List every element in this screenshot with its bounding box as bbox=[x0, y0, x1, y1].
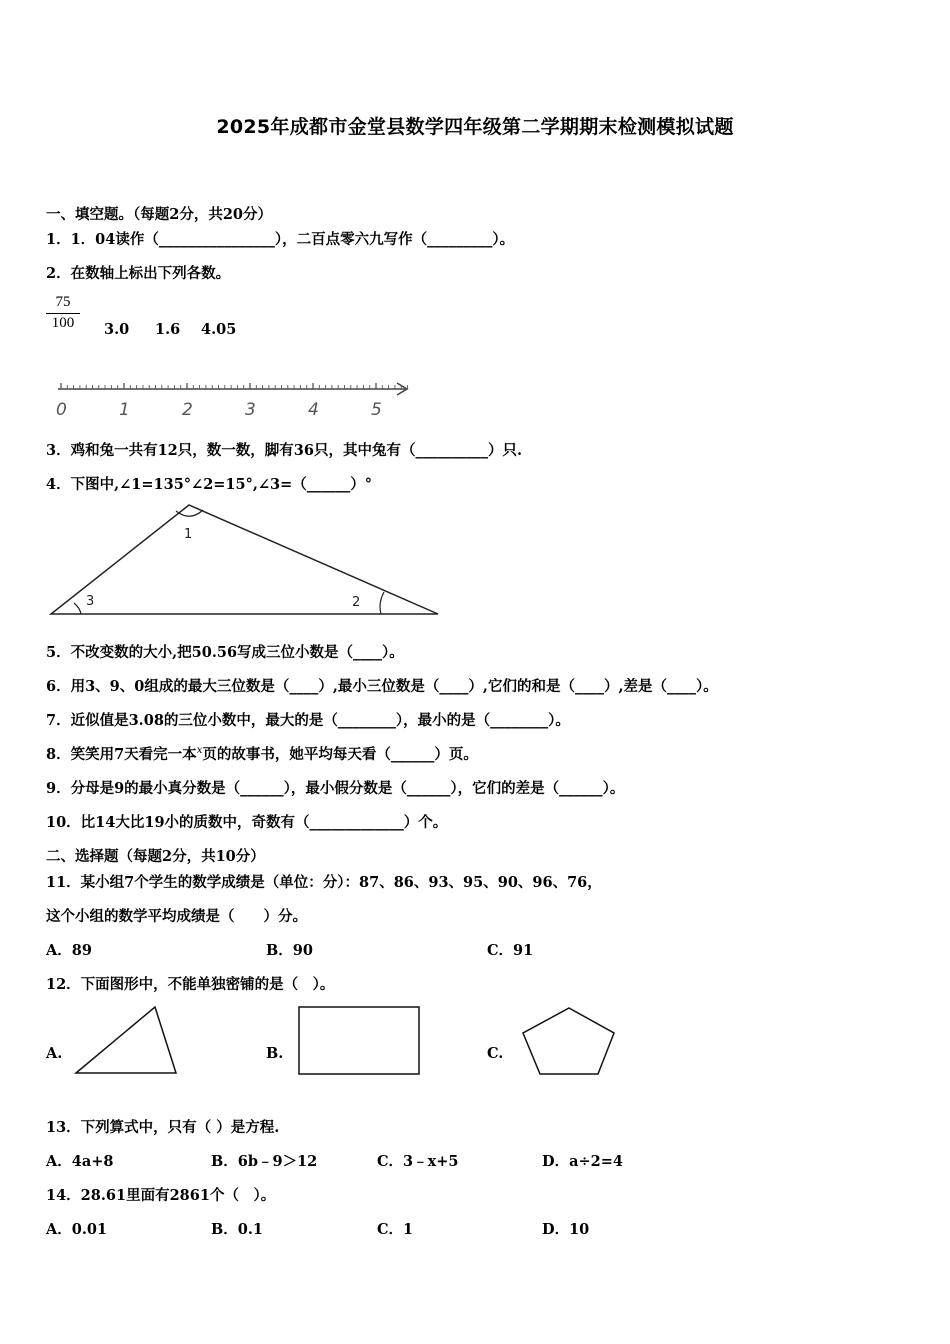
question-8 bbox=[46, 743, 478, 764]
q12-option-a: A. bbox=[46, 1045, 63, 1062]
angle-1-label: 1 bbox=[184, 527, 193, 542]
question-8-text-before: 8．笑笑用7天看完一本 bbox=[46, 746, 197, 763]
number-4-05: 4.05 bbox=[201, 321, 237, 338]
question-8-text-after: 页的故事书，她平均每天看（______）页。 bbox=[202, 746, 478, 763]
q14-option-a: A．0.01 bbox=[46, 1221, 108, 1238]
number-1-6: 1.6 bbox=[155, 321, 181, 338]
question-1: 1．1．04读作（________________），二百点零六九写作（_________）。 bbox=[46, 231, 515, 248]
question-10: 10．比14大比19小的质数中，奇数有（_____________）个。 bbox=[46, 814, 448, 831]
number-line-label-1: 1 bbox=[119, 400, 130, 420]
question-5: 5．不改变数的大小,把50.56写成三位小数是（____）。 bbox=[46, 644, 404, 661]
question-11-line-1: 11．某小组7个学生的数学成绩是（单位：分）：87、86、93、95、90、96、76， bbox=[46, 874, 602, 891]
number-line-label-5: 5 bbox=[371, 400, 382, 420]
angle-3-arc bbox=[74, 603, 81, 614]
question-14: 14．28.61里面有2861个（ ）。 bbox=[46, 1187, 276, 1204]
q13-option-c: C．3﹣x+5 bbox=[377, 1153, 459, 1170]
number-line-label-3: 3 bbox=[245, 400, 256, 420]
number-line-arrow bbox=[397, 383, 407, 395]
angle-2-label: 2 bbox=[352, 595, 361, 610]
angle-3-label: 3 bbox=[86, 594, 95, 609]
q14-option-c: C．1 bbox=[377, 1221, 414, 1238]
number-line-label-2: 2 bbox=[182, 400, 193, 420]
shape-rectangle bbox=[299, 1007, 419, 1074]
shape-pentagon bbox=[523, 1008, 614, 1074]
section-2-header: 二、选择题（每题2分，共10分） bbox=[46, 848, 265, 865]
angle-2-arc bbox=[380, 592, 384, 614]
question-13: 13．下列算式中，只有（ ）是方程. bbox=[46, 1119, 280, 1136]
q14-option-b: B．0.1 bbox=[211, 1221, 263, 1238]
q12-option-b: B. bbox=[266, 1045, 284, 1062]
question-9: 9．分母是9的最小真分数是（______），最小假分数是（______），它们的差是（______）。 bbox=[46, 780, 625, 797]
number-line-label-0: 0 bbox=[56, 400, 67, 420]
question-2: 2．在数轴上标出下列各数。 bbox=[46, 265, 231, 282]
number-line-label-4: 4 bbox=[308, 400, 319, 420]
fraction-denominator: 100 bbox=[51, 315, 75, 331]
triangle bbox=[51, 505, 438, 614]
variable-x: x bbox=[196, 745, 203, 756]
question-3: 3．鸡和兔一共有12只，数一数，脚有36只，其中兔有（__________）只. bbox=[46, 442, 522, 459]
q11-option-c: C．91 bbox=[487, 942, 534, 959]
fraction-numerator: 75 bbox=[46, 294, 80, 314]
shape-triangle bbox=[76, 1007, 176, 1073]
q13-option-d: D．a÷2=4 bbox=[542, 1153, 623, 1170]
section-1-header: 一、填空题。（每题2分，共20分） bbox=[46, 206, 273, 223]
question-7: 7．近似值是3.08的三位小数中，最大的是（________），最小的是（________）。 bbox=[46, 712, 570, 729]
q11-option-b: B．90 bbox=[266, 942, 313, 959]
question-6: 6．用3、9、0组成的最大三位数是（____）,最小三位数是（____）,它们的和是（____）,差是（____）。 bbox=[46, 678, 718, 695]
fraction-75-100 bbox=[46, 294, 80, 332]
q14-option-d: D．10 bbox=[542, 1221, 590, 1238]
q13-option-b: B．6b﹣9＞12 bbox=[211, 1153, 318, 1170]
number-line-ticks bbox=[61, 383, 408, 389]
number-line-labels bbox=[56, 400, 382, 420]
question-12: 12．下面图形中，不能单独密铺的是（ ）。 bbox=[46, 976, 335, 993]
angle-1-arc bbox=[176, 510, 203, 516]
page-title: 2025年成都市金堂县数学四年级第二学期期末检测模拟试题 bbox=[216, 116, 734, 138]
q11-option-a: A．89 bbox=[46, 942, 92, 959]
question-4: 4．下图中,∠1=135°∠2=15°,∠3=（______）° bbox=[46, 476, 373, 493]
question-11-line-2: 这个小组的数学平均成绩是（ ）分。 bbox=[46, 908, 307, 925]
q12-option-c: C. bbox=[487, 1045, 504, 1062]
q13-option-a: A．4a+8 bbox=[46, 1153, 114, 1170]
number-3-0: 3.0 bbox=[104, 321, 130, 338]
